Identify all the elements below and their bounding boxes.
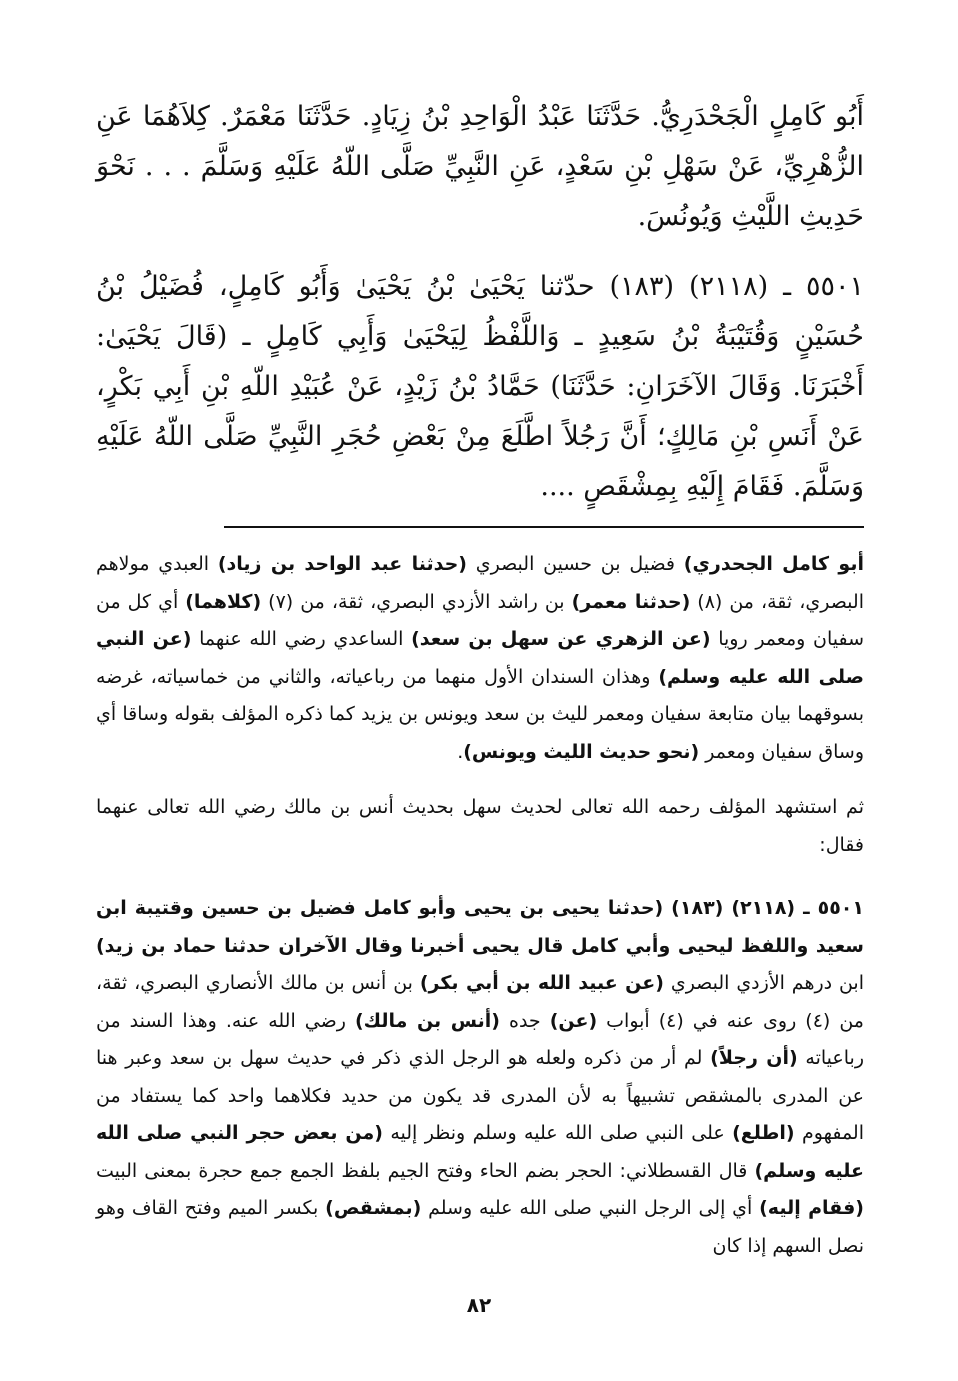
sharh-text: وهذان السندان الأول منهما من رباعياته، والثاني من خماسياته، غرضه بسوقهما بيان متابعة سفيان ومعمر لليث بن سعد ويونس بن يزيد كما ذكره المؤلف بقوله وساقا أي وساق سفيان ومعمر bbox=[96, 665, 864, 763]
sharh-bold: (حدثنا معمر) bbox=[571, 590, 691, 613]
sharh-bold: ٥٥٠١ ـ (٢١١٨) (١٨٣) (حدثنا يحيى بن يحيى وأبو كامل فضيل بن حسين وقتيبة ابن سعيد واللفظ ليحيى وأبي كامل قال يحيى أخبرنا وقال الآخران حدثنا حماد بن زيد) bbox=[96, 897, 864, 957]
footnote-divider bbox=[224, 526, 864, 528]
sharh-text: لم أر من ذكره ولعله هو الرجل الذي ذكر في حديث سهل بن سعد وعبر هنا عن المدرى بالمشقص تشبيهاً به لأن المدرى قد يكون من حديد فكلاهما واحد كما يستفاد من المفهوم bbox=[96, 1047, 865, 1144]
sharh-bold: (عن) bbox=[549, 1009, 598, 1032]
sharh-bold: (عن النبي صلى الله عليه وسلم) bbox=[96, 628, 864, 688]
sharh-text: أي إلى الرجل النبي صلى الله عليه وسلم bbox=[421, 1197, 760, 1219]
sharh-text: بن أنس بن مالك الأنصاري البصري، ثقة، من (٤) روى عنه في (٤) أبواب bbox=[96, 972, 864, 1032]
sharh-bold: (بمشقص) bbox=[325, 1197, 422, 1219]
sharh-text: قال القسطلاني: الحجر بضم الحاء وفتح الجيم بلفظ الجمع جمع حجرة بمعنى البيت bbox=[96, 1159, 755, 1182]
sharh-text: العبدي مولاهم البصري، ثقة، من (٨) bbox=[96, 553, 864, 613]
sharh-bold: (حدثنا عبد الواحد بن زياد) bbox=[217, 553, 467, 575]
sharh-text: بن راشد الأزدي البصري، ثقة، من (٧) bbox=[261, 590, 572, 613]
sharh-text: رضي الله عنه. وهذا السند من رباعياته bbox=[96, 1009, 864, 1069]
matn-hadith-5501: ٥٥٠١ ـ (٢١١٨) (١٨٣) حدّثنا يَحْيَىٰ بْنُ يَحْيَىٰ وَأَبُو كَامِلٍ، فُضَيْلُ بْنُ حُسَيْنٍ وَقُتَيْبَةُ بْنُ سَعِيدٍ ـ وَاللَّفْظُ لِيَحْيَىٰ وَأَبِي كَامِلٍ ـ (قَالَ يَحْيَىٰ: أَخْبَرَنَا. وَقَالَ الآخَرَانِ: حَدَّثَنَا) حَمَّادُ بْنُ زَيْدٍ، عَنْ عُبَيْدِ اللّهِ بْنِ أَبِي بَكْرٍ، عَنْ أَنَسِ بْنِ مَالِكٍ؛ أَنَّ رَجُلاً اطَّلَعَ مِنْ بَعْضِ حُجَرِ النَّبِيِّ صَلَّى اللّهُ عَلَيْهِ وَسَلَّمَ. فَقَامَ إِلَيْهِ بِمِشْقَصٍ .... bbox=[96, 271, 864, 502]
sharh-bold: (عن عبيد الله بن أبي بكر) bbox=[419, 972, 664, 994]
sharh-bold: (أن رجلاً) bbox=[710, 1047, 798, 1069]
sharh-text: أي كل من سفيان ومعمر رويا bbox=[96, 590, 864, 650]
sharh-bold: (نحو حديث الليث ويونس) bbox=[463, 740, 700, 763]
matn-hadith-5500-tail: أَبُو كَامِلٍ الْجَحْدَرِيُّ. حَدَّثَنَا عَبْدُ الْوَاحِدِ بْنُ زِيَادٍ. حَدَّثَنَا مَعْمَرٌ. كِلاَهُمَا عَنِ الزُّهْرِيِّ، عَنْ سَهْلِ بْنِ سَعْدٍ، عَنِ النَّبِيِّ صَلَّى اللّهُ عَلَيْهِ وَسَلَّمَ . . . نَحْوَ حَدِيثِ اللَّيْثِ وَيُونُسَ. bbox=[96, 101, 864, 232]
sharh-paragraph-1 bbox=[96, 546, 864, 771]
sharh-text: . bbox=[457, 740, 464, 763]
sharh-bold: أبو كامل الجحدري) bbox=[683, 553, 864, 575]
sharh-text: على النبي صلى الله عليه وسلم ونظر إليه bbox=[382, 1122, 733, 1144]
sharh-text: جده bbox=[499, 1009, 550, 1032]
sharh-bold: (عن الزهري عن سهل بن سعد) bbox=[411, 628, 711, 650]
sharh-text: ابن درهم الأزدي البصري bbox=[663, 972, 864, 994]
sharh-bold: (فقام إليه) bbox=[759, 1197, 864, 1219]
sharh-bold: (اطلع) bbox=[732, 1122, 795, 1144]
sharh-bold: (من بعض حجر النبي صلى الله عليه وسلم) bbox=[96, 1122, 864, 1182]
sharh-bold: (كلاهما) bbox=[185, 590, 262, 613]
sharh-text: فضيل بن حسين البصري bbox=[466, 553, 684, 575]
sharh-text: بكسر الميم وفتح القاف وهو نصل السهم إذا كان bbox=[96, 1197, 864, 1257]
page-number: ٨٢ bbox=[466, 1293, 492, 1317]
sharh-paragraph-2: ثم استشهد المؤلف رحمه الله تعالى لحديث سهل بحديث أنس بن مالك رضي الله تعالى عنهما فقال: bbox=[96, 796, 864, 856]
page-content bbox=[96, 92, 864, 1265]
sharh-text: الساعدي رضي الله عنهما bbox=[191, 628, 412, 650]
sharh-bold: (أنس بن مالك) bbox=[354, 1009, 500, 1032]
sharh-paragraph-3 bbox=[96, 890, 864, 1265]
